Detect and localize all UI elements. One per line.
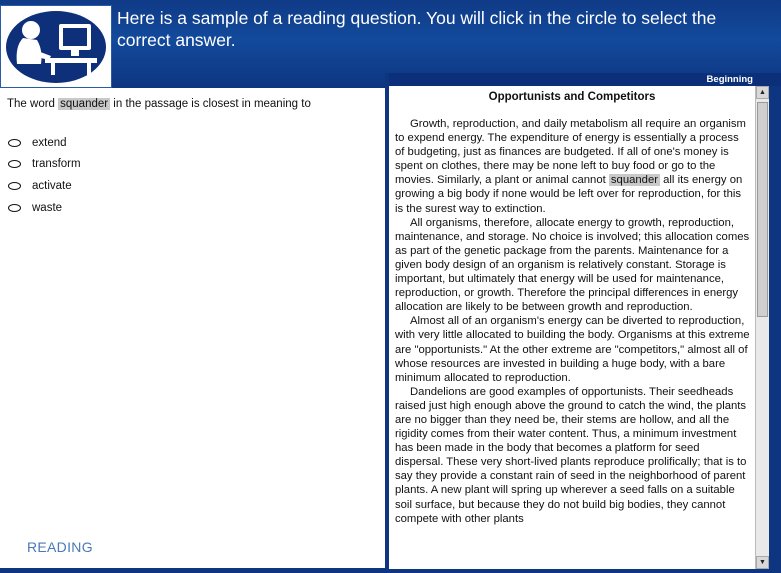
answer-option-waste[interactable] [8,202,62,214]
passage-position-indicator: Beginning [389,73,781,86]
bottom-frame [0,568,389,573]
passage-paragraph [395,117,751,216]
scroll-up-arrow-icon[interactable]: ▲ [756,86,769,99]
highlighted-word: squander [610,174,658,187]
answer-option-extend[interactable] [8,137,67,149]
passage-panel [389,73,781,573]
question-panel [0,88,385,568]
highlighted-word: squander [60,98,109,110]
instruction-text: Here is a sample of a reading question. You will click in the circle to select the correct answer. [117,8,717,50]
passage-title: Opportunists and Competitors [488,91,656,103]
section-label: READING [27,539,93,555]
panel-frame [769,86,781,573]
option-label: waste [32,202,63,214]
passage-paragraph: Dandelions are good examples of opportunists. Their seedheads raised just high enough above the ground to catch the wind, the plants are no bigger than they need be, their stems are hollow, and all the rigidity comes from their water content. Thus, a minimum investment has been made in the body that becomes a platform for seed dispersal. These very short-lived plants reproduce prolifically; that is to say they provide a constant rain of seed in the neighborhood of parent plants. A new plant will spring up wherever a seed falls on a suitable soil surface, but because they do not build big bodies, they cannot compete with other plants [395,385,747,525]
option-label: transform [32,158,81,170]
paragraph-text: all its energy on growing a big body if none would be left over for reproduction, for this is the surest way to extinction. [395,174,743,215]
passage-scroll-area[interactable] [389,86,755,569]
radio-circle-icon[interactable] [8,139,21,147]
option-label: extend [32,137,67,149]
passage-paragraph: All organisms, therefore, allocate energy to growth, reproduction, maintenance, and storage. No choice is involved; this allocation comes as part of the genetic package from the parents. Maintenance for a given body design of an organism is relatively constant. Storage is important, but ultimately that energy will be used for maintenance, reproduction, or growth. Therefore the principal differences in energy allocation are likely to be between growth and reproduction. [395,216,750,314]
passage-scrollbar[interactable] [755,86,769,569]
option-label: activate [32,180,72,192]
passage-body [389,117,755,526]
answer-option-transform[interactable] [8,158,81,170]
person-at-computer-icon [0,5,112,88]
scrollbar-thumb[interactable] [757,102,768,317]
radio-circle-icon[interactable] [8,182,21,190]
answer-option-activate[interactable] [8,180,72,192]
scroll-down-arrow-icon[interactable]: ▼ [756,556,769,569]
paragraph-text: Growth, reproduction, and daily metabolism all require an organism to expend energy. The expenditure of energy is essentially a process of budgeting, just as finances are budgeted. If all of one's money is spent on clothes, there may be none left to buy food or go to the movies. Similarly, a plant or animal cannot [395,118,746,187]
question-stem [7,98,311,110]
radio-circle-icon[interactable] [8,160,21,168]
radio-circle-icon[interactable] [8,204,21,212]
passage-paragraph: Almost all of an organism's energy can be diverted to reproduction, with very little allocated to building the body. Organisms at this extreme are "opportunists." At the other extreme are "competitors," almost all of whose resources are invested in building a huge body, with a bare minimum allocated to reproduction. [395,315,750,384]
question-suffix: in the passage is closest in meaning to [110,98,311,110]
question-prefix: The word [7,98,59,110]
